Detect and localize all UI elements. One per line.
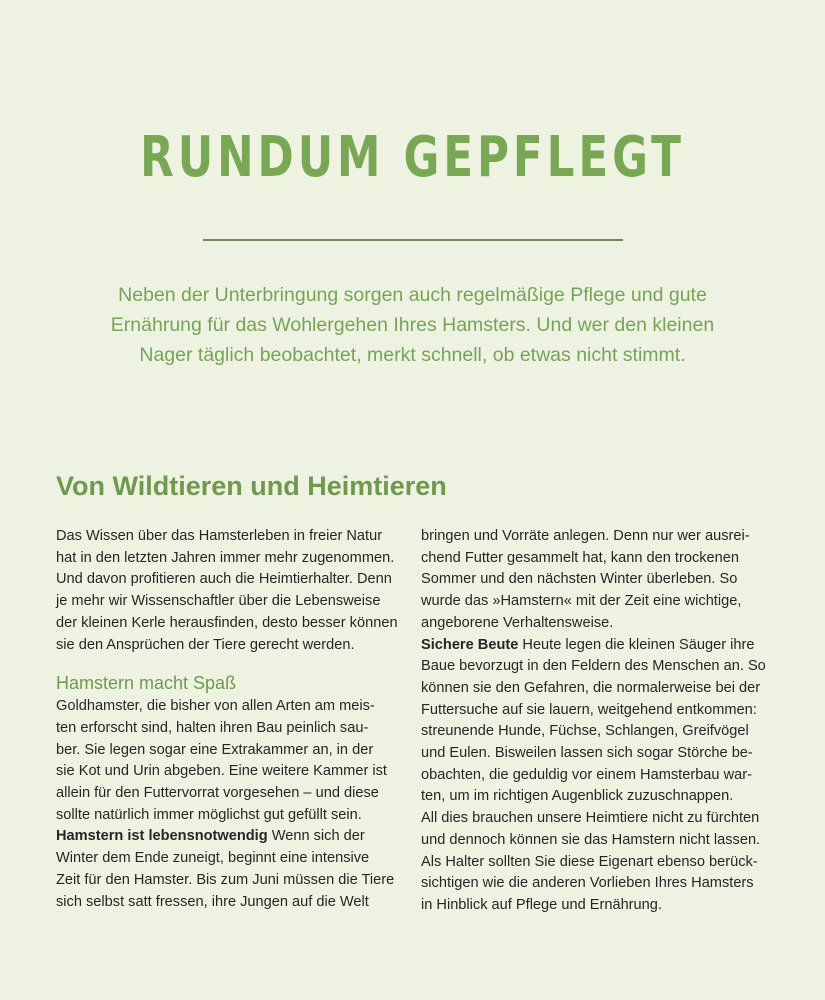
left-paragraph-1 (56, 526, 396, 656)
text-line: ten, um im richtigen Augenblick zuzuschnappen. (421, 788, 734, 805)
left-column (56, 526, 396, 913)
text-line: Zeit für den Hamster. Bis zum Juni müssen die Tiere (56, 871, 395, 888)
runin-text: Heute legen die kleinen Säuger ihre (518, 636, 755, 653)
text-line (421, 635, 769, 657)
runin-text: Wenn sich der (267, 828, 365, 845)
left-paragraph-2 (56, 696, 396, 826)
page-title: RUNDUM GEPFLEGT (140, 125, 685, 190)
text-line: und dennoch können sie das Hamstern nicht lassen. (421, 831, 761, 848)
right-paragraph-1 (421, 526, 769, 635)
text-line: All dies brauchen unsere Heimtiere nicht zu fürchten (421, 810, 760, 827)
text-line: je mehr wir Wissenschaftler über die Lebensweise (56, 593, 381, 610)
intro-line: Nager täglich beobachtet, merkt schnell, ob etwas nicht stimmt. (139, 344, 686, 366)
text-line: angeborene Verhaltensweise. (421, 614, 614, 631)
text-line: Goldhamster, die bisher von allen Arten am meis- (56, 698, 375, 715)
text-line (56, 826, 396, 848)
intro-line: Neben der Unterbringung sorgen auch regelmäßige Pflege und gute (118, 284, 707, 306)
text-line: ber. Sie legen sogar eine Extrakammer an, in der (56, 741, 374, 758)
runin-heading: Hamstern ist lebensnotwendig (56, 828, 268, 845)
text-line: wurde das »Hamstern« mit der Zeit eine wichtige, (421, 593, 742, 610)
subheading-hamstern: Hamstern macht Spaß (56, 673, 237, 694)
text-line: sie den Ansprüchen der Tiere gerecht werden. (56, 636, 355, 653)
text-line: allein für den Futtervorrat vorgesehen – und diese (56, 785, 379, 802)
text-line: können sie den Gefahren, die normalerweise bei der (421, 679, 761, 696)
section-heading: Von Wildtieren und Heimtieren (56, 471, 447, 501)
text-line: der kleinen Kerle herausfinden, desto besser können (56, 614, 398, 631)
text-line: streunende Hunde, Füchse, Schlangen, Greifvögel (421, 723, 749, 740)
text-line: chend Futter gesammelt hat, kann den trockenen (421, 549, 740, 566)
text-line: obachten, die geduldig vor einem Hamsterbau war- (421, 766, 752, 783)
right-paragraph-3 (421, 808, 769, 917)
text-line: hat in den letzten Jahren immer mehr zugenommen. (56, 549, 395, 566)
text-line: Und davon profitieren auch die Heimtierhalter. Denn (56, 571, 392, 588)
text-line: Futtersuche auf sie lauern, weitgehend entkommen: (421, 701, 757, 718)
text-line: bringen und Vorräte anlegen. Denn nur wer ausrei- (421, 528, 750, 544)
text-line: Winter dem Ende zuneigt, beginnt eine intensive (56, 850, 370, 867)
text-line: und Eulen. Bisweilen lassen sich sogar Störche be- (421, 745, 753, 762)
title-divider (203, 239, 623, 241)
left-paragraph-3 (56, 826, 396, 913)
text-line: sie Kot und Urin abgeben. Eine weitere Kammer ist (56, 763, 387, 780)
text-line: sichtigen wie die anderen Vorlieben Ihres Hamsters (421, 875, 754, 892)
text-line: in Hinblick auf Pflege und Ernährung. (421, 896, 662, 913)
text-line: sich selbst satt fressen, ihre Jungen auf die Welt (56, 893, 369, 910)
text-line: sollte natürlich immer möglichst gut gefüllt sein. (56, 806, 362, 823)
text-line: Baue bevorzugt in den Feldern des Menschen an. So (421, 658, 766, 675)
text-line: Das Wissen über das Hamsterleben in freier Natur (56, 528, 383, 544)
intro-text (60, 280, 765, 370)
intro-line: Ernährung für das Wohlergehen Ihres Hamsters. Und wer den kleinen (110, 314, 715, 336)
text-line: Als Halter sollten Sie diese Eigenart ebenso berück- (421, 853, 758, 870)
right-column (421, 526, 769, 917)
text-line: Sommer und den nächsten Winter überleben. So (421, 571, 738, 588)
text-line: ten erforscht sind, halten ihren Bau peinlich sau- (56, 719, 369, 736)
right-paragraph-2 (421, 635, 769, 809)
runin-heading: Sichere Beute (421, 636, 519, 653)
